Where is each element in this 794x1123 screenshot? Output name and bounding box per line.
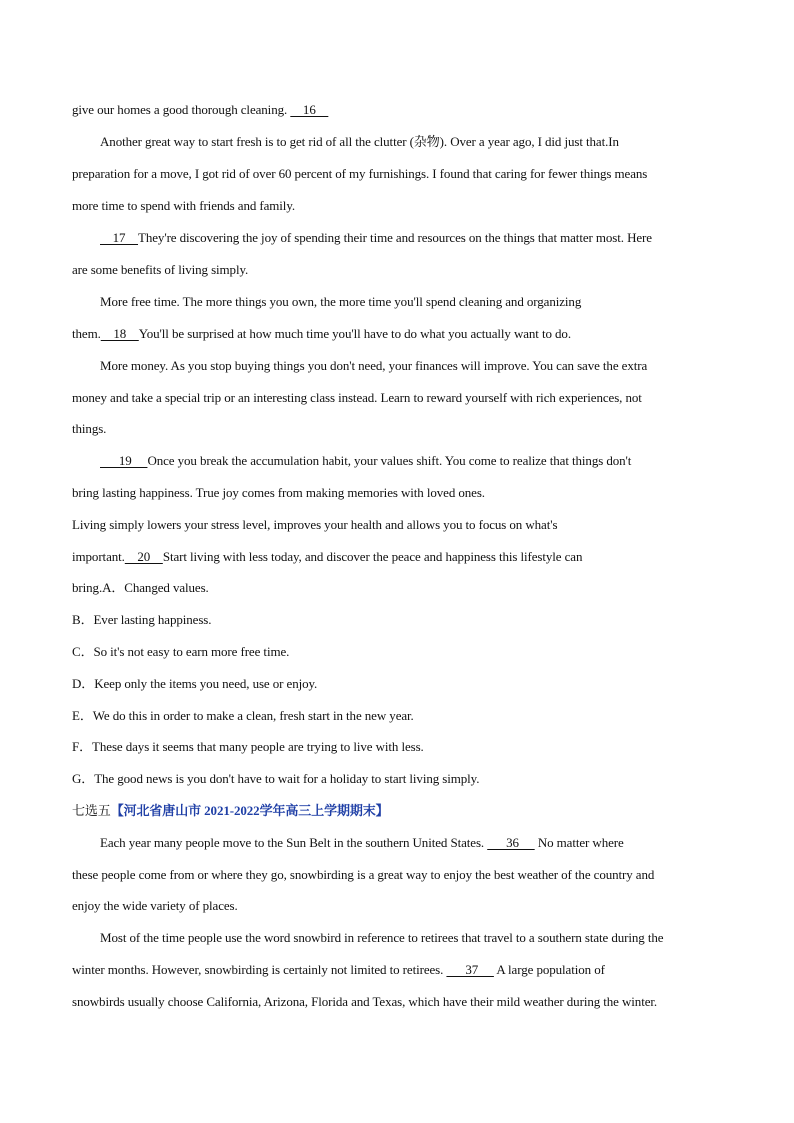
blank-18: 18 — [100, 326, 139, 341]
blank-37: 37 — [446, 962, 494, 977]
text-span: winter months. However, snowbirding is certainly not limited to retirees. — [72, 962, 444, 977]
text-span: important. — [72, 549, 125, 564]
text-line: money and take a special trip or an interesting class instead. Learn to reward yourself with rich experiences, not — [72, 390, 642, 405]
text-line: snowbirds usually choose California, Arizona, Florida and Texas, which have their mild weather during the winter. — [72, 994, 658, 1009]
text-line — [72, 326, 571, 342]
option-g: G．The good news is you don't have to wait for a holiday to start living simply. — [72, 771, 480, 786]
text-line: more time to spend with friends and family. — [72, 198, 296, 213]
text-line: More free time. The more things you own, the more time you'll spend cleaning and organizing — [100, 294, 582, 309]
text-line — [72, 549, 582, 565]
text-line: More money. As you stop buying things you don't need, your finances will improve. You can save the extra — [100, 358, 648, 373]
text-line: these people come from or where they go, snowbirding is a great way to enjoy the best weather of the country and — [72, 867, 655, 882]
text-line — [100, 835, 624, 851]
option-e: E．We do this in order to make a clean, fresh start in the new year. — [72, 708, 414, 723]
blank-36: 36 — [487, 835, 535, 850]
text-line — [100, 230, 652, 246]
option-a-line: bring.A．Changed values. — [72, 580, 209, 595]
option-b: B．Ever lasting happiness. — [72, 612, 212, 627]
text-line: enjoy the wide variety of places. — [72, 898, 238, 913]
blank-16: 16 — [290, 102, 329, 117]
text-line — [72, 962, 605, 978]
text-span: They're discovering the joy of spending their time and resources on the things that matter most. Here — [138, 230, 652, 245]
text-line: bring lasting happiness. True joy comes from making memories with loved ones. — [72, 485, 485, 500]
text-span: give our homes a good thorough cleaning. — [72, 102, 288, 117]
text-span: them. — [72, 326, 101, 341]
text-line: Living simply lowers your stress level, improves your health and allows you to focus on what's — [72, 517, 558, 532]
blank-17: 17 — [100, 230, 139, 245]
text-span: A large population of — [493, 962, 605, 977]
blank-19: 19 — [100, 453, 148, 468]
text-span: No matter where — [534, 835, 624, 850]
text-line: Another great way to start fresh is to get rid of all the clutter (杂物). Over a year ago, I did just that.In — [100, 134, 619, 149]
text-line: Most of the time people use the word snowbird in reference to retirees that travel to a southern state during the — [100, 930, 664, 945]
text-span: Once you break the accumulation habit, your values shift. You come to realize that things don't — [147, 453, 632, 468]
text-line — [72, 102, 328, 118]
option-f: F．These days it seems that many people are trying to live with less. — [72, 739, 424, 754]
option-d: D．Keep only the items you need, use or enjoy. — [72, 676, 318, 691]
heading-prefix: 七选五 — [72, 803, 111, 818]
text-line — [100, 453, 631, 469]
heading-source: 【河北省唐山市 2021-2022学年高三上学期期末】 — [110, 803, 389, 818]
text-line: preparation for a move, I got rid of over 60 percent of my furnishings. I found that caring for fewer things means — [72, 166, 648, 181]
blank-20: 20 — [124, 549, 163, 564]
text-line: things. — [72, 421, 107, 436]
text-span: You'll be surprised at how much time you'll have to do what you actually want to do. — [138, 326, 571, 341]
text-span: Start living with less today, and discover the peace and happiness this lifestyle can — [162, 549, 583, 564]
text-line: are some benefits of living simply. — [72, 262, 249, 277]
section-heading — [72, 803, 389, 819]
option-c: C．So it's not easy to earn more free time. — [72, 644, 290, 659]
text-span: Each year many people move to the Sun Belt in the southern United States. — [100, 835, 485, 850]
